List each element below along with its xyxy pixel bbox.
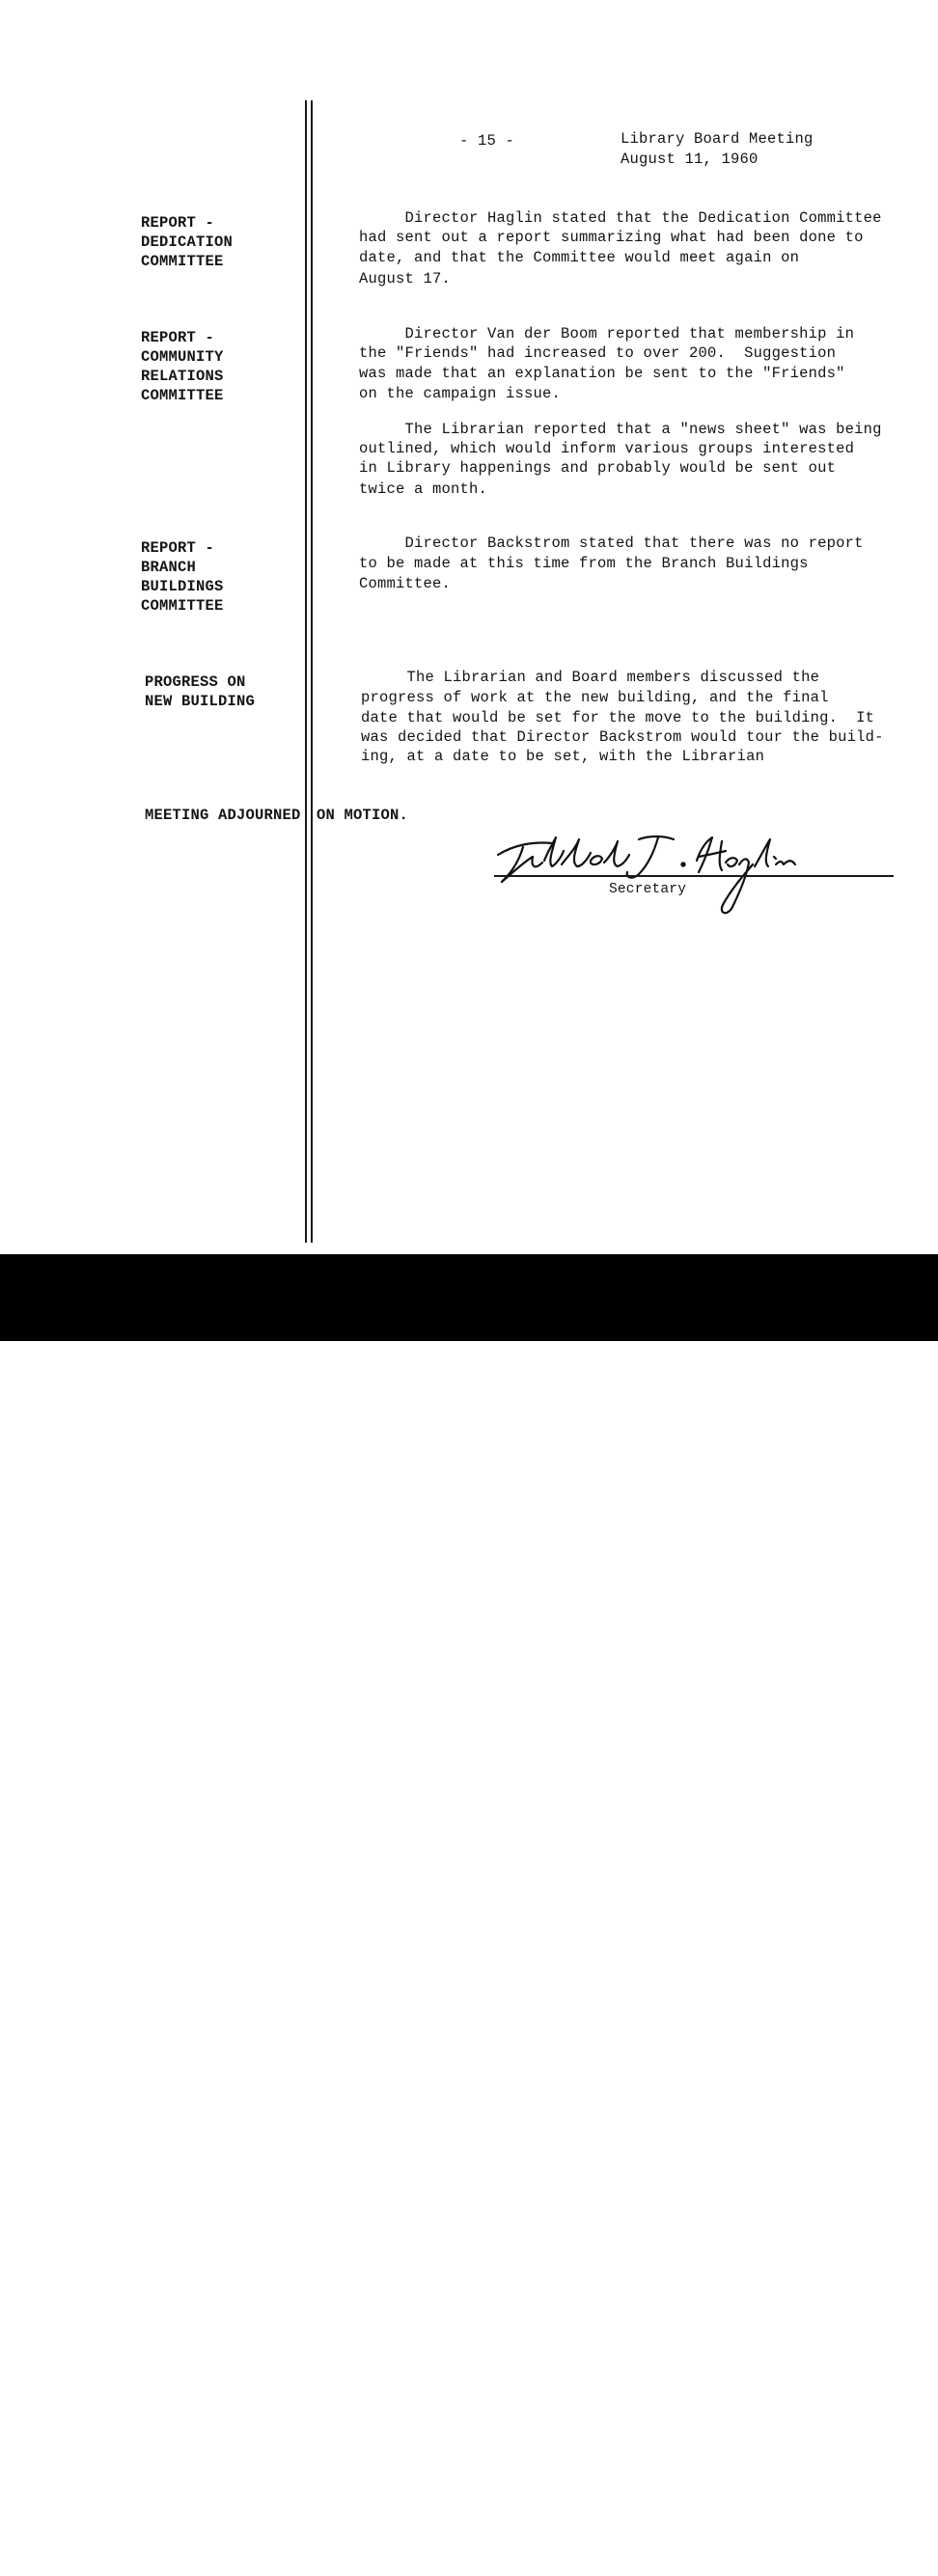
page-number: - 15 - xyxy=(459,132,515,150)
paragraph-line: Committee. xyxy=(359,575,452,592)
document-title: Library Board Meeting xyxy=(621,130,814,148)
paragraph-line: ing, at a date to be set, with the Librarian xyxy=(361,748,765,765)
paragraph-line: the "Friends" had increased to over 200. Suggestion xyxy=(359,344,837,362)
section-label-line: REPORT - xyxy=(141,329,215,346)
watermark-footer xyxy=(0,1254,938,2575)
section-label-line: REPORT - xyxy=(141,214,215,232)
document-date: August 11, 1960 xyxy=(621,151,759,168)
section-label-line: REPORT - xyxy=(141,539,215,557)
adjournment-motion: ON MOTION. xyxy=(317,807,409,824)
brand-logo: alamy xyxy=(29,2521,145,2568)
paragraph-line: Director Haglin stated that the Dedication Committee xyxy=(359,209,882,227)
section-label-line: COMMUNITY xyxy=(141,348,224,366)
margin-rule-left xyxy=(305,100,307,1243)
section-label-line: COMMITTEE xyxy=(141,597,224,615)
section-label-line: BUILDINGS xyxy=(141,578,224,595)
paragraph-line: Director Backstrom stated that there was no report xyxy=(359,534,864,552)
section-label-line: COMMITTEE xyxy=(141,387,224,404)
margin-rule-right xyxy=(311,100,313,1243)
paragraph-line: in Library happenings and probably would be sent out xyxy=(359,459,837,477)
paragraph-line: twice a month. xyxy=(359,480,488,498)
paragraph-line: progress of work at the new building, and the final xyxy=(361,689,829,706)
section-label-line: PROGRESS ON xyxy=(145,673,246,691)
document-page xyxy=(0,0,938,1254)
signature-title: Secretary xyxy=(609,882,687,897)
paragraph-line: The Librarian reported that a "news sheet" was being xyxy=(359,421,882,438)
paragraph-line: on the campaign issue. xyxy=(359,385,562,402)
section-label-line: RELATIONS xyxy=(141,368,224,385)
paragraph-line: to be made at this time from the Branch Buildings xyxy=(359,555,809,572)
paragraph-line: date that would be set for the move to the building. It xyxy=(361,709,875,726)
section-label-line: COMMITTEE xyxy=(141,253,224,270)
section-label-line: DEDICATION xyxy=(141,233,234,251)
signature-line xyxy=(494,875,894,877)
paragraph-line: August 17. xyxy=(359,270,452,288)
image-id: 3A5NH4W xyxy=(827,2524,911,2543)
paragraph-line: was made that an explanation be sent to the "Friends" xyxy=(359,365,845,382)
section-label-line: NEW BUILDING xyxy=(145,693,256,710)
paragraph-line: Director Van der Boom reported that membership in xyxy=(359,325,855,343)
paragraph-line: date, and that the Committee would meet again on xyxy=(359,249,800,266)
paragraph-line: was decided that Director Backstrom would tour the build- xyxy=(361,728,884,746)
paragraph-line: outlined, which would inform various groups interested xyxy=(359,440,855,457)
site-url: www.alamy.com xyxy=(786,2556,911,2575)
paragraph-line: The Librarian and Board members discussed the xyxy=(361,669,820,686)
adjournment-text: MEETING ADJOURNED xyxy=(145,807,301,824)
section-label-line: BRANCH xyxy=(141,559,197,576)
paragraph-line: had sent out a report summarizing what had been done to xyxy=(359,229,864,246)
secretary-signature xyxy=(494,828,813,919)
